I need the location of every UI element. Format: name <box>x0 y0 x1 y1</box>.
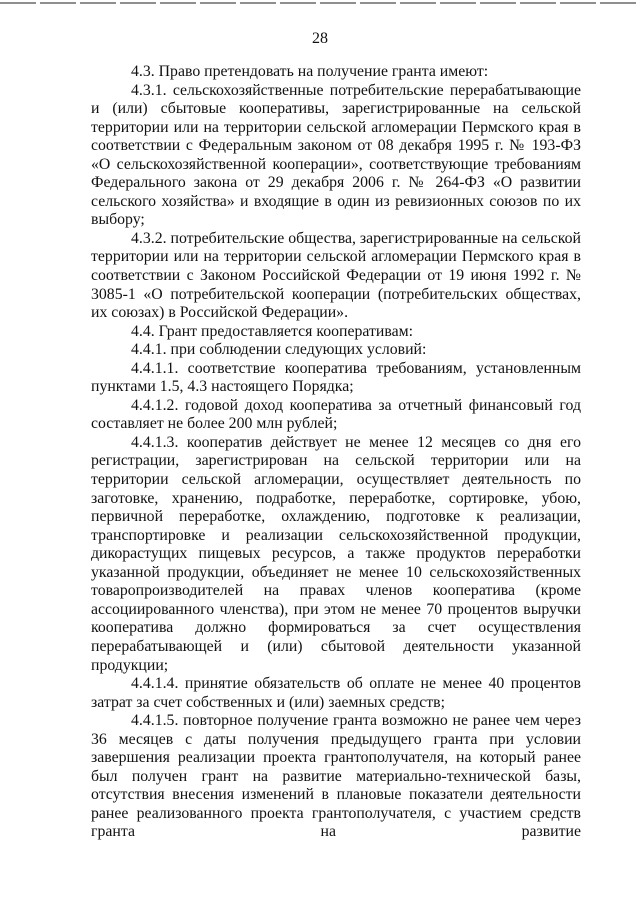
paragraph-4-4: 4.4. Грант предоставляется кооперативам: <box>131 322 413 340</box>
paragraph-4-3-1: 4.3.1. сельскохозяйственные потребительские перерабатывающие и (или) сбытовые кооперативы, зарегистрированные на сельской территории или на территории сельской агломерации Пермского края в соответствии с Федеральным законом от 08 декабря 1995 г. № 193-ФЗ «О сельскохозяйственной кооперации», соответствующие требованиям Федерального закона от 29 декабря 2006 г. № 264-ФЗ «О развитии сельского хозяйства» и входящие в один из ревизионных союзов по их выбору; <box>91 81 581 229</box>
paragraph-4-3: 4.3. Право претендовать на получение гранта имеют: <box>131 63 489 80</box>
paragraph-4-4-1-5: 4.4.1.5. повторное получение гранта возможно не ранее чем через 36 месяцев с даты получения предыдущего гранта при условии завершения реализации проекта грантополучателя, на который ранее был получен грант на развитие материально-технической базы, отсутствия внесения изменений в плановые показатели деятельности ранее реализованного проекта грантополучателя, с участием средств гранта на развитие <box>91 712 581 841</box>
document-body <box>91 63 581 842</box>
paragraph-4-4-1-3: 4.4.1.3. кооператив действует не менее 12 месяцев со дня его регистрации, зарегистрирован на сельской территории или на территории сельской агломерации, осуществляет деятельность по заготовке, хранению, подработке, переработке, сортировке, убою, первичной переработке, охлаждению, подготовке к реализации, транспортировке и реализации сельскохозяйственной продукции, дикорастущих пищевых ресурсов, а также продуктов переработки указанной продукции, объединяет не менее 10 сельскохозяйственных товаропроизводителей на правах членов кооператива (кроме ассоциированного членства), при этом не менее 70 процентов выручки кооператива должно формироваться за счет осуществления перерабатывающей и (или) сбытовой деятельности указанной продукции; <box>91 433 581 674</box>
page-number: 28 <box>312 30 328 47</box>
paragraph-4-4-1-1: 4.4.1.1. соответствие кооператива требованиям, установленным пунктами 1.5, 4.3 настоящего Порядка; <box>91 359 581 396</box>
paragraph-4-4-1-2: 4.4.1.2. годовой доход кооператива за отчетный финансовый год составляет не более 200 млн рублей; <box>91 396 581 433</box>
paragraph-4-3-2: 4.3.2. потребительские общества, зарегистрированные на сельской территории или на территории сельской агломерации Пермского края в соответствии с Законом Российской Федерации от 19 июня 1992 г. № 3085-1 «О потребительской кооперации (потребительских обществах, их союзах) в Российской Федерации». <box>91 229 581 322</box>
scan-edge-line <box>0 2 640 4</box>
paragraph-4-4-1: 4.4.1. при соблюдении следующих условий: <box>131 341 427 359</box>
paragraph-4-4-1-4: 4.4.1.4. принятие обязательств об оплате не менее 40 процентов затрат за счет собственных и (или) заемных средств; <box>91 675 581 711</box>
